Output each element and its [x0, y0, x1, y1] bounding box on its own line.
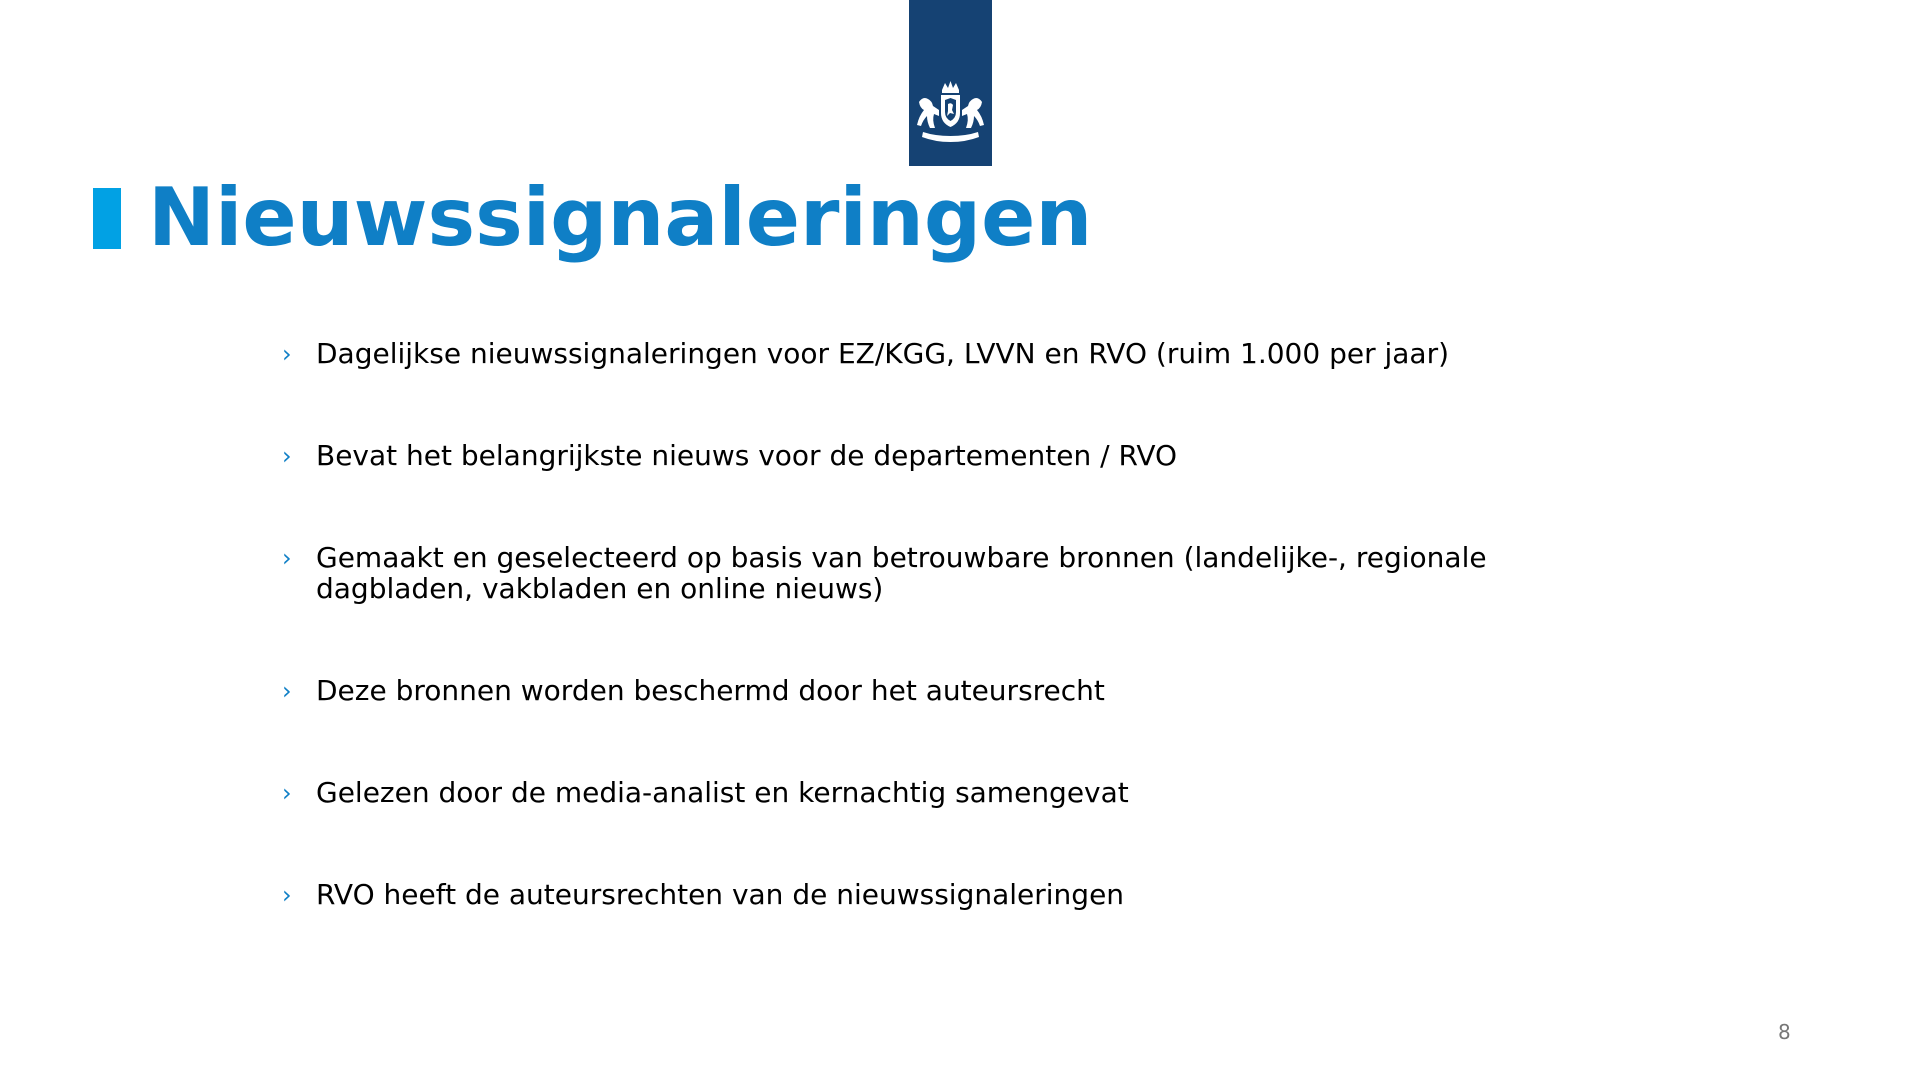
- bullet-text: Bevat het belangrijkste nieuws voor de departementen / RVO: [316, 439, 1178, 472]
- slide-title: Nieuwssignaleringen: [148, 171, 1093, 264]
- bullet-text: RVO heeft de auteursrechten van de nieuwssignaleringen: [316, 878, 1125, 911]
- bullet-list: [282, 338, 1582, 981]
- chevron-right-icon: ›: [282, 881, 292, 909]
- bullet-text: Deze bronnen worden beschermd door het auteursrecht: [316, 674, 1105, 707]
- chevron-right-icon: ›: [282, 544, 292, 572]
- chevron-right-icon: ›: [282, 442, 292, 470]
- bullet-item: [282, 542, 1582, 604]
- bullet-item: [282, 879, 1582, 910]
- page-number: 8: [1778, 1020, 1791, 1044]
- chevron-right-icon: ›: [282, 779, 292, 807]
- bullet-text: Gelezen door de media-analist en kernachtig samengevat: [316, 776, 1129, 809]
- bullet-item: [282, 338, 1582, 369]
- title-accent-bar: [93, 188, 121, 249]
- bullet-item: [282, 440, 1582, 471]
- bullet-item: [282, 777, 1582, 808]
- bullet-item: [282, 675, 1582, 706]
- chevron-right-icon: ›: [282, 677, 292, 705]
- bullet-text: Gemaakt en geselecteerd op basis van betrouwbare bronnen (landelijke-, regionale dagbladen, vakbladen en online nieuws): [316, 541, 1487, 605]
- rijksoverheid-logo-banner: [909, 0, 992, 166]
- chevron-right-icon: ›: [282, 340, 292, 368]
- bullet-text: Dagelijkse nieuwssignaleringen voor EZ/KGG, LVVN en RVO (ruim 1.000 per jaar): [316, 337, 1450, 370]
- coat-of-arms-icon: [915, 80, 986, 146]
